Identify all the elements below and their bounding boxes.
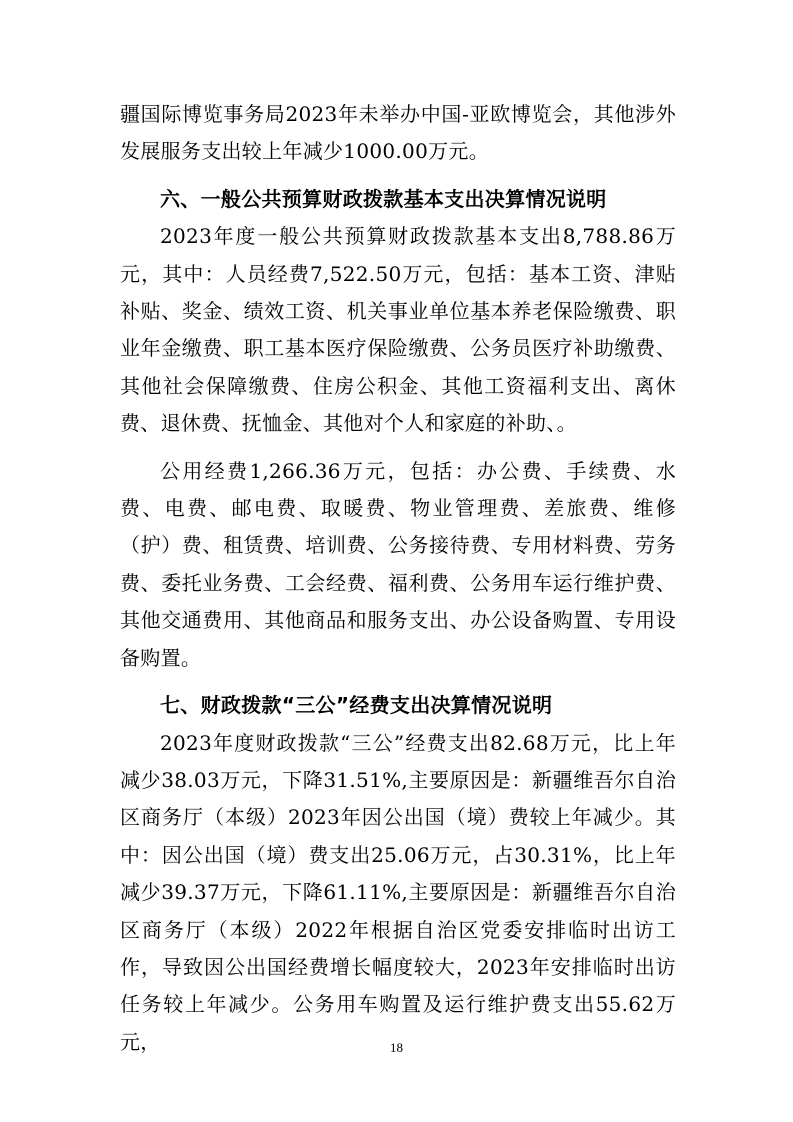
spacer <box>120 443 676 453</box>
spacer <box>120 171 676 181</box>
page-number: 18 <box>390 1040 403 1055</box>
section-heading-6: 六、一般公共预算财政拨款基本支出决算情况说明 <box>160 186 607 211</box>
section-heading-7: 七、财政拨款“三公”经费支出决算情况说明 <box>160 693 553 718</box>
paragraph-basic-expenditure: 2023年度一般公共预算财政拨款基本支出8,788.86万元，其中：人员经费7,522.50万元，包括：基本工资、津贴补贴、奖金、绩效工资、机关事业单位基本养老保险缴费、职业年金缴费、职工基本医疗保险缴费、公务员医疗补助缴费、其他社会保障缴费、住房公积金、其他工资福利支出、离休费、退休费、抚恤金、其他对个人和家庭的补助、。 <box>120 224 676 436</box>
spacer <box>120 677 676 687</box>
paragraph-three-public-expenses: 2023年度财政拨款“三公”经费支出82.68万元，比上年减少38.03万元，下降31.51%,主要原因是：新疆维吾尔自治区商务厅（本级）2023年因公出国（境）费较上年减少。其中：因公出国（境）费支出25.06万元，占30.31%，比上年减少39.37万元，下降61.11%,主要原因是：新疆维吾尔自治区商务厅（本级）2022年根据自治区党委安排临时出访工作，导致因公出国经费增长幅度较大，2023年安排临时出访任务较上年减少。公务用车购置及运行维护费支出55.62万元， <box>120 730 676 1054</box>
paragraph-public-funds: 公用经费1,266.36万元，包括：办公费、手续费、水费、电费、邮电费、取暖费、物业管理费、差旅费、维修（护）费、租赁费、培训费、公务接待费、专用材料费、劳务费、委托业务费、工会经费、福利费、公务用车运行维护费、其他交通费用、其他商品和服务支出、办公设备购置、专用设备购置。 <box>120 458 676 670</box>
paragraph-continuation: 疆国际博览事务局2023年未举办中国-亚欧博览会，其他涉外发展服务支出较上年减少1000.00万元。 <box>120 102 676 164</box>
document-body <box>120 96 676 1061</box>
